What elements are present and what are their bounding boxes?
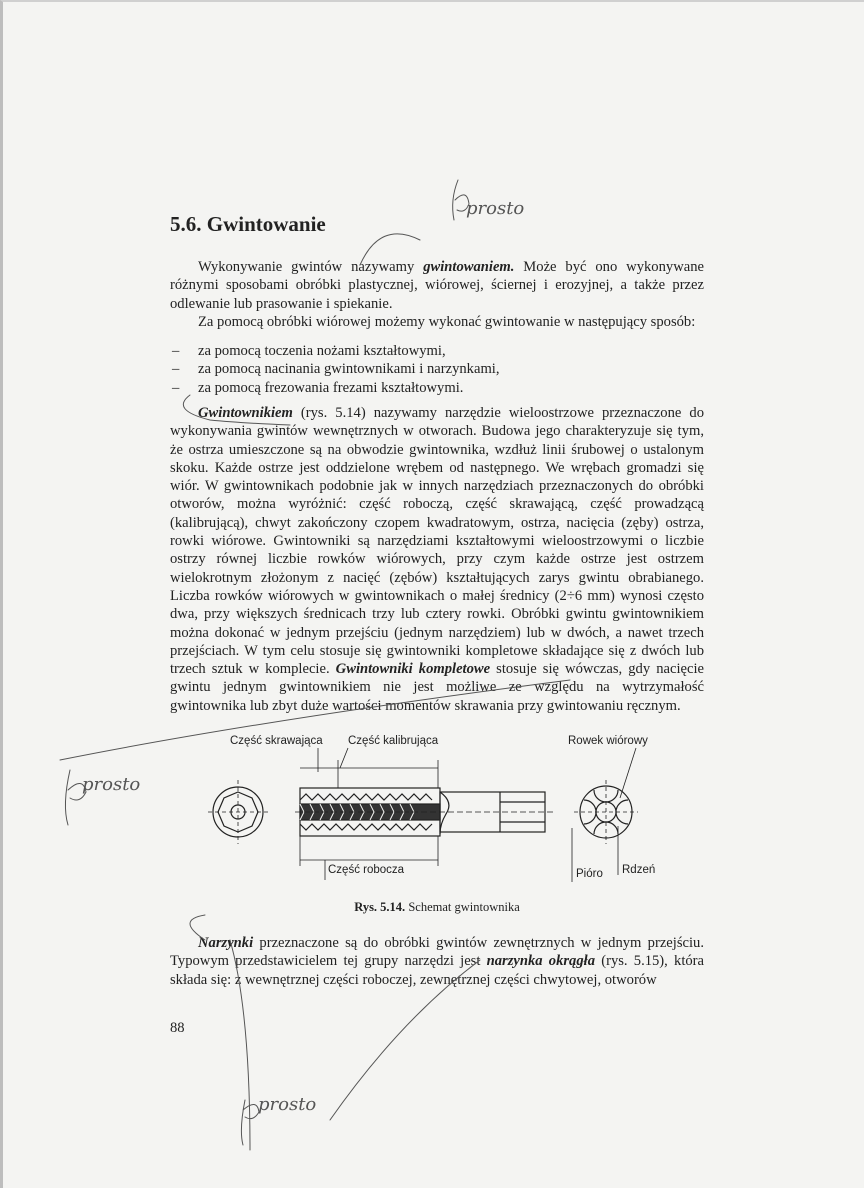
keyword-narzynki: Narzynki xyxy=(198,935,254,951)
list-item: – za pomocą toczenia nożami kształtowymi, xyxy=(172,343,446,359)
label-pioro: Pióro xyxy=(576,868,603,880)
note-text: prosto xyxy=(258,1094,317,1115)
pencil-mark xyxy=(183,395,290,425)
label-czesc-skrawajaca: Część skrawająca xyxy=(230,735,323,747)
label-rowek-wiorowy: Rowek wiórowy xyxy=(568,735,648,747)
intro-paragraph-1: Wykonywanie gwintów nazywamy gwintowaniem. Może być ono wykonywane różnymi sposobami obróbki plastycznej, wiórowej, ściernej i erozyjnej, a także przez odlewanie lub prasowanie i spiekanie. xyxy=(170,259,704,312)
note-text: prosto xyxy=(82,774,141,795)
list-item: – za pomocą nacinania gwintownikami i narzynkami, xyxy=(172,361,500,378)
keyword-narzynka-okragla: narzynka okrągła xyxy=(486,953,596,970)
label-rdzen: Rdzeń xyxy=(622,864,656,876)
pencil-mark xyxy=(360,234,420,265)
gwintownik-paragraph: Gwintownikiem (rys. 5.14) nazywamy narzędzie wieloostrzowe przeznaczone do wykonywania gwintów wewnętrznych w otworach. Budowa jego charakteryzuje się tym, że ostrza umieszczone są na obwodzie gwintownika, wzdłuż linii śrubowej o ustalonym skoku. Każde ostrze jest oddzielone wrębem od następnego. We wrębach gromadzi się wiór. W gwintownikach podobnie jak w innych narzędziach przeznaczonych do obróbki otworów, można wyróżnić: część roboczą, część skrawającą, część prowadzącą (kalibrującą), chwyt zakończony czopem kwadratowym, ostrza, nacięcia (zęby) ostrza, rowki wiórowe. Gwintowniki są narzędziami kształtowymi wieloostrzowymi o liczbie ostrzy równej liczbie rowków wiórowych, przy czym każde ostrze jest ostrzem wielokrotnym złożonym z nacięć (zębów) kształtujących zarys gwintu obrabianego. Liczba rowków wiórowych w gwintownikach o małej średnicy (2÷6 mm) wynosi często dwa, przy większych średnicach trzy lub cztery rowki. Obróbki gwintu gwintownikiem można dokonać w jednym przejściu (jednym narzędziem) lub w dwóch, a nawet trzech przejściach. W tym celu stosuje się gwintowniki kompletowe składające się z dwóch lub trzech sztuk w komplecie. Gwintowniki kompletowe stosuje się wówczas, gdy nacięcie gwintu jednym gwintownikiem nie jest możliwe ze względu na wytrzymałość gwintownika lub zbyt duże wartości momentów skrawania przy gwintowaniu ręcznym. xyxy=(170,405,704,714)
label-czesc-kalibrujaca: Część kalibrująca xyxy=(348,735,439,747)
intro-paragraph-2: Za pomocą obróbki wiórowej możemy wykonać gwintowanie w następujący sposób: xyxy=(198,313,696,330)
section-heading: 5.6. Gwintowanie xyxy=(170,212,326,236)
keyword-gwintowniki-kompletowe: Gwintowniki kompletowe xyxy=(335,661,491,678)
figure-caption: Rys. 5.14. Schemat gwintownika xyxy=(354,900,520,914)
pencil-stroke xyxy=(60,680,570,760)
narzynki-paragraph: Narzynki przeznaczone są do obróbki gwintów zewnętrznych w jednym przejściu. Typowym przedstawicielem tej grupy narzędzi jest narzynka okrągła (rys. 5.15), która składa się: z wewnętrznej części roboczej, zewnętrznej części chwytowej, otworów xyxy=(170,935,705,988)
list-item: – za pomocą frezowania frezami kształtowymi. xyxy=(172,379,464,396)
page-number: 88 xyxy=(170,1020,185,1036)
note-text: prosto xyxy=(466,198,525,219)
pencil-stroke xyxy=(330,960,480,1120)
keyword-gwintownikiem: Gwintownikiem xyxy=(198,405,293,421)
label-czesc-robocza: Część robocza xyxy=(328,864,405,876)
pencil-mark xyxy=(190,915,205,940)
keyword-gwintowanie: gwintowaniem. xyxy=(423,259,515,275)
